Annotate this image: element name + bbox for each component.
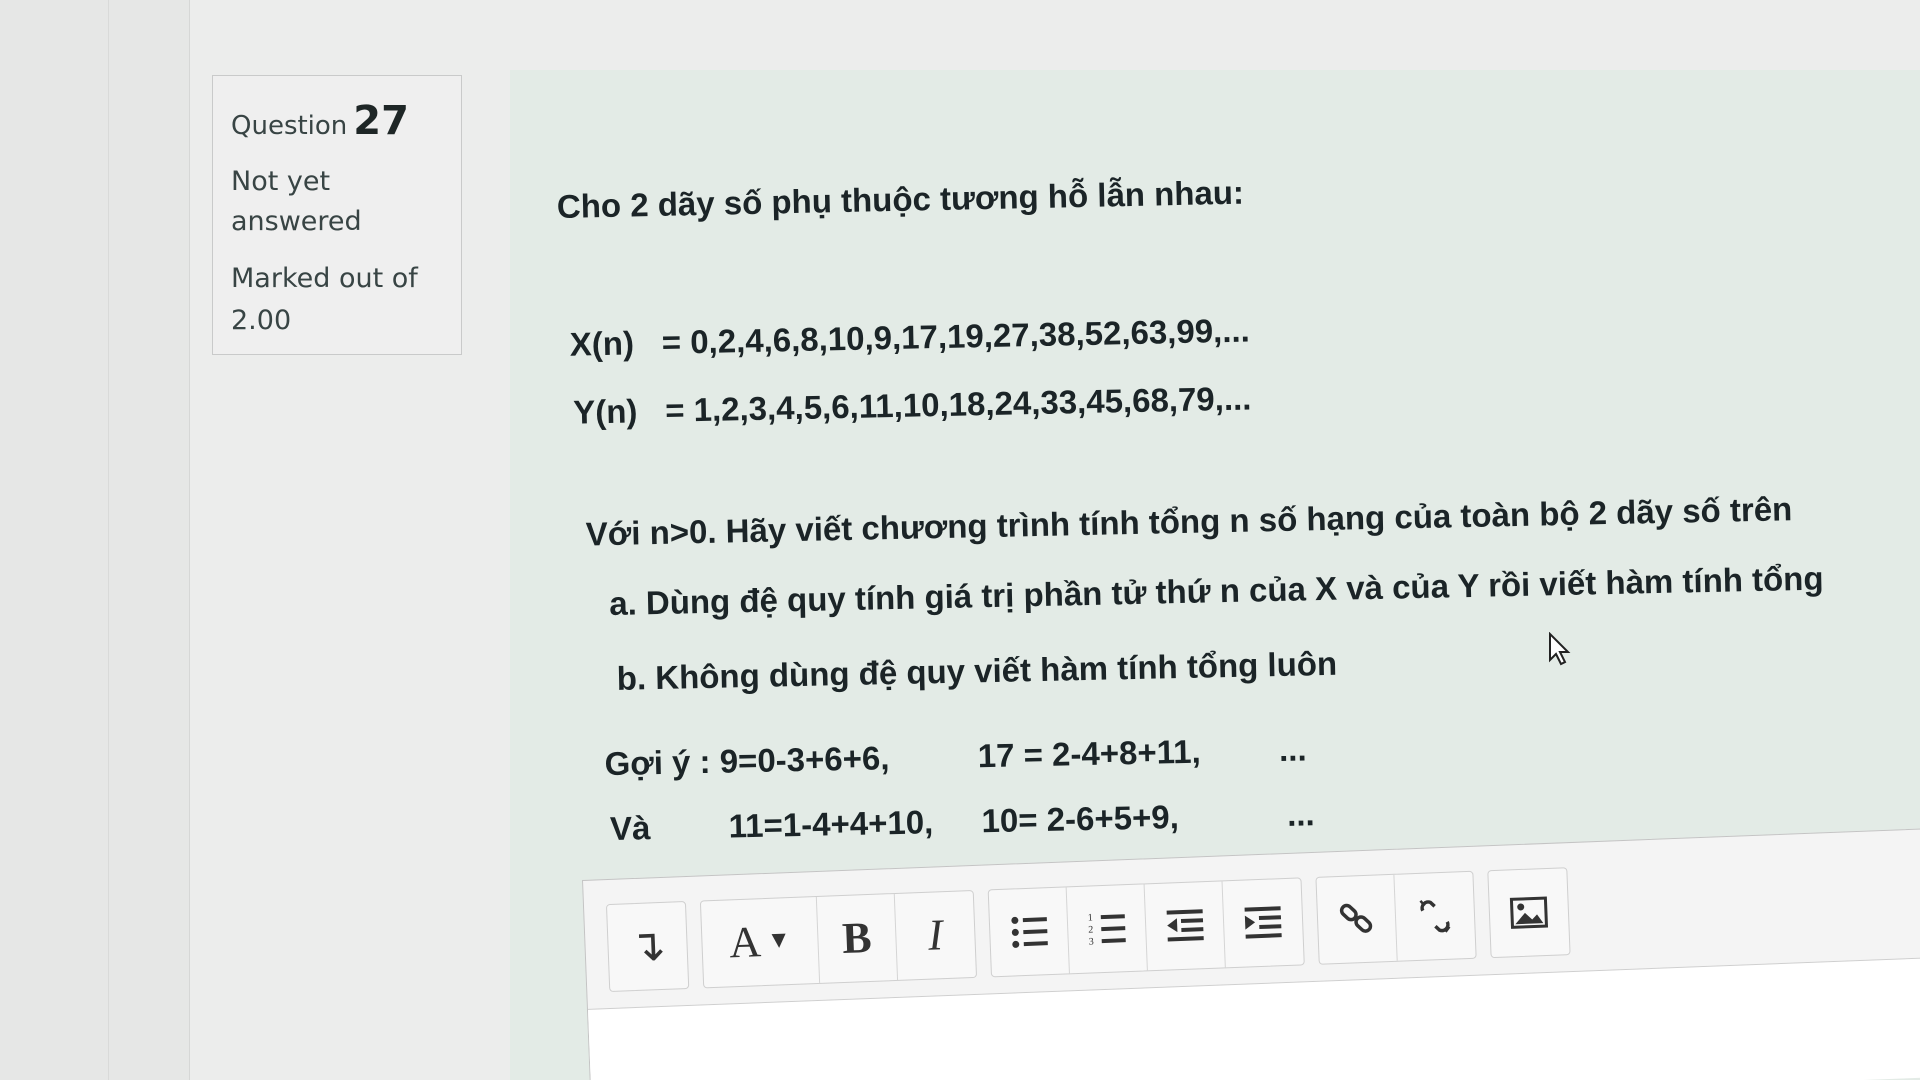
left-rail bbox=[0, 0, 190, 1080]
toolbar-group-links bbox=[1315, 870, 1476, 964]
x-sequence bbox=[569, 311, 1250, 365]
grade-line-2: 2.00 bbox=[231, 305, 292, 336]
and-label: Và bbox=[609, 809, 651, 848]
part-a-text: a. Dùng đệ quy tính giá trị phần tử thứ n của X và của Y rồi viết hàm tính tổng bbox=[608, 559, 1824, 622]
state-line-2: answered bbox=[231, 206, 362, 237]
mouse-pointer-icon bbox=[1548, 632, 1572, 666]
question-text bbox=[555, 87, 1895, 848]
collapse-icon[interactable]: ↴ bbox=[628, 920, 667, 972]
numbered-list-icon[interactable] bbox=[1067, 884, 1148, 973]
question-info bbox=[212, 75, 462, 355]
x-values: = 0,2,4,6,8,10,9,17,19,27,38,52,63,99,... bbox=[661, 311, 1251, 361]
indent-icon[interactable] bbox=[1223, 878, 1304, 967]
hint-label: Gợi ý : 9=0-3+6+6, bbox=[604, 739, 890, 783]
state-line-1: Not yet bbox=[231, 166, 331, 197]
question-state bbox=[231, 162, 443, 242]
y-values: = 1,2,3,4,5,6,11,10,18,24,33,45,68,79,... bbox=[664, 379, 1252, 429]
grade-line-1: Marked out of bbox=[231, 263, 418, 294]
unlink-icon[interactable] bbox=[1394, 871, 1475, 960]
and-ellipsis: ... bbox=[1286, 795, 1315, 833]
hint-ellipsis: ... bbox=[1278, 730, 1307, 768]
bullet-list-icon[interactable] bbox=[989, 887, 1070, 976]
x-label: X(n) bbox=[569, 324, 635, 363]
chevron-down-icon: ▼ bbox=[766, 927, 792, 954]
and-line bbox=[610, 794, 1315, 849]
and-second: 10= 2-6+5+9, bbox=[981, 798, 1180, 840]
toolbar-group-format bbox=[700, 889, 977, 987]
hint-second: 17 = 2-4+8+11, bbox=[977, 732, 1202, 775]
question-number: 27 bbox=[353, 98, 409, 144]
link-icon[interactable] bbox=[1316, 874, 1397, 963]
outdent-icon[interactable] bbox=[1145, 881, 1226, 970]
intro-text: Cho 2 dãy số phụ thuộc tương hỗ lẫn nhau: bbox=[556, 173, 1245, 225]
y-label: Y(n) bbox=[572, 392, 638, 431]
hint-line bbox=[604, 729, 1307, 784]
bold-button[interactable]: B bbox=[817, 894, 898, 983]
font-color-button[interactable] bbox=[701, 896, 820, 986]
question-grade bbox=[231, 258, 443, 342]
and-first: 11=1-4+4+10, bbox=[728, 803, 934, 845]
toolbar-group-media bbox=[1487, 867, 1570, 958]
question-word: Question bbox=[231, 111, 348, 141]
part-b-text: b. Không dùng đệ quy viết hàm tính tổng luôn bbox=[616, 644, 1338, 697]
svg-text:2: 2 bbox=[1087, 923, 1093, 936]
svg-text:3: 3 bbox=[1088, 935, 1094, 948]
question-number-line bbox=[231, 98, 443, 144]
font-color-icon: A bbox=[728, 917, 762, 968]
toolbar-group-expand bbox=[606, 901, 689, 992]
italic-button[interactable]: I bbox=[927, 910, 944, 960]
y-sequence bbox=[573, 378, 1252, 432]
toolbar-group-lists bbox=[988, 877, 1305, 977]
editor-toolbar bbox=[606, 863, 1571, 995]
image-icon[interactable] bbox=[1488, 868, 1569, 957]
svg-text:1: 1 bbox=[1087, 911, 1093, 924]
task-text: Với n>0. Hãy viết chương trình tính tổng n số hạng của toàn bộ 2 dãy số trên bbox=[585, 490, 1793, 553]
